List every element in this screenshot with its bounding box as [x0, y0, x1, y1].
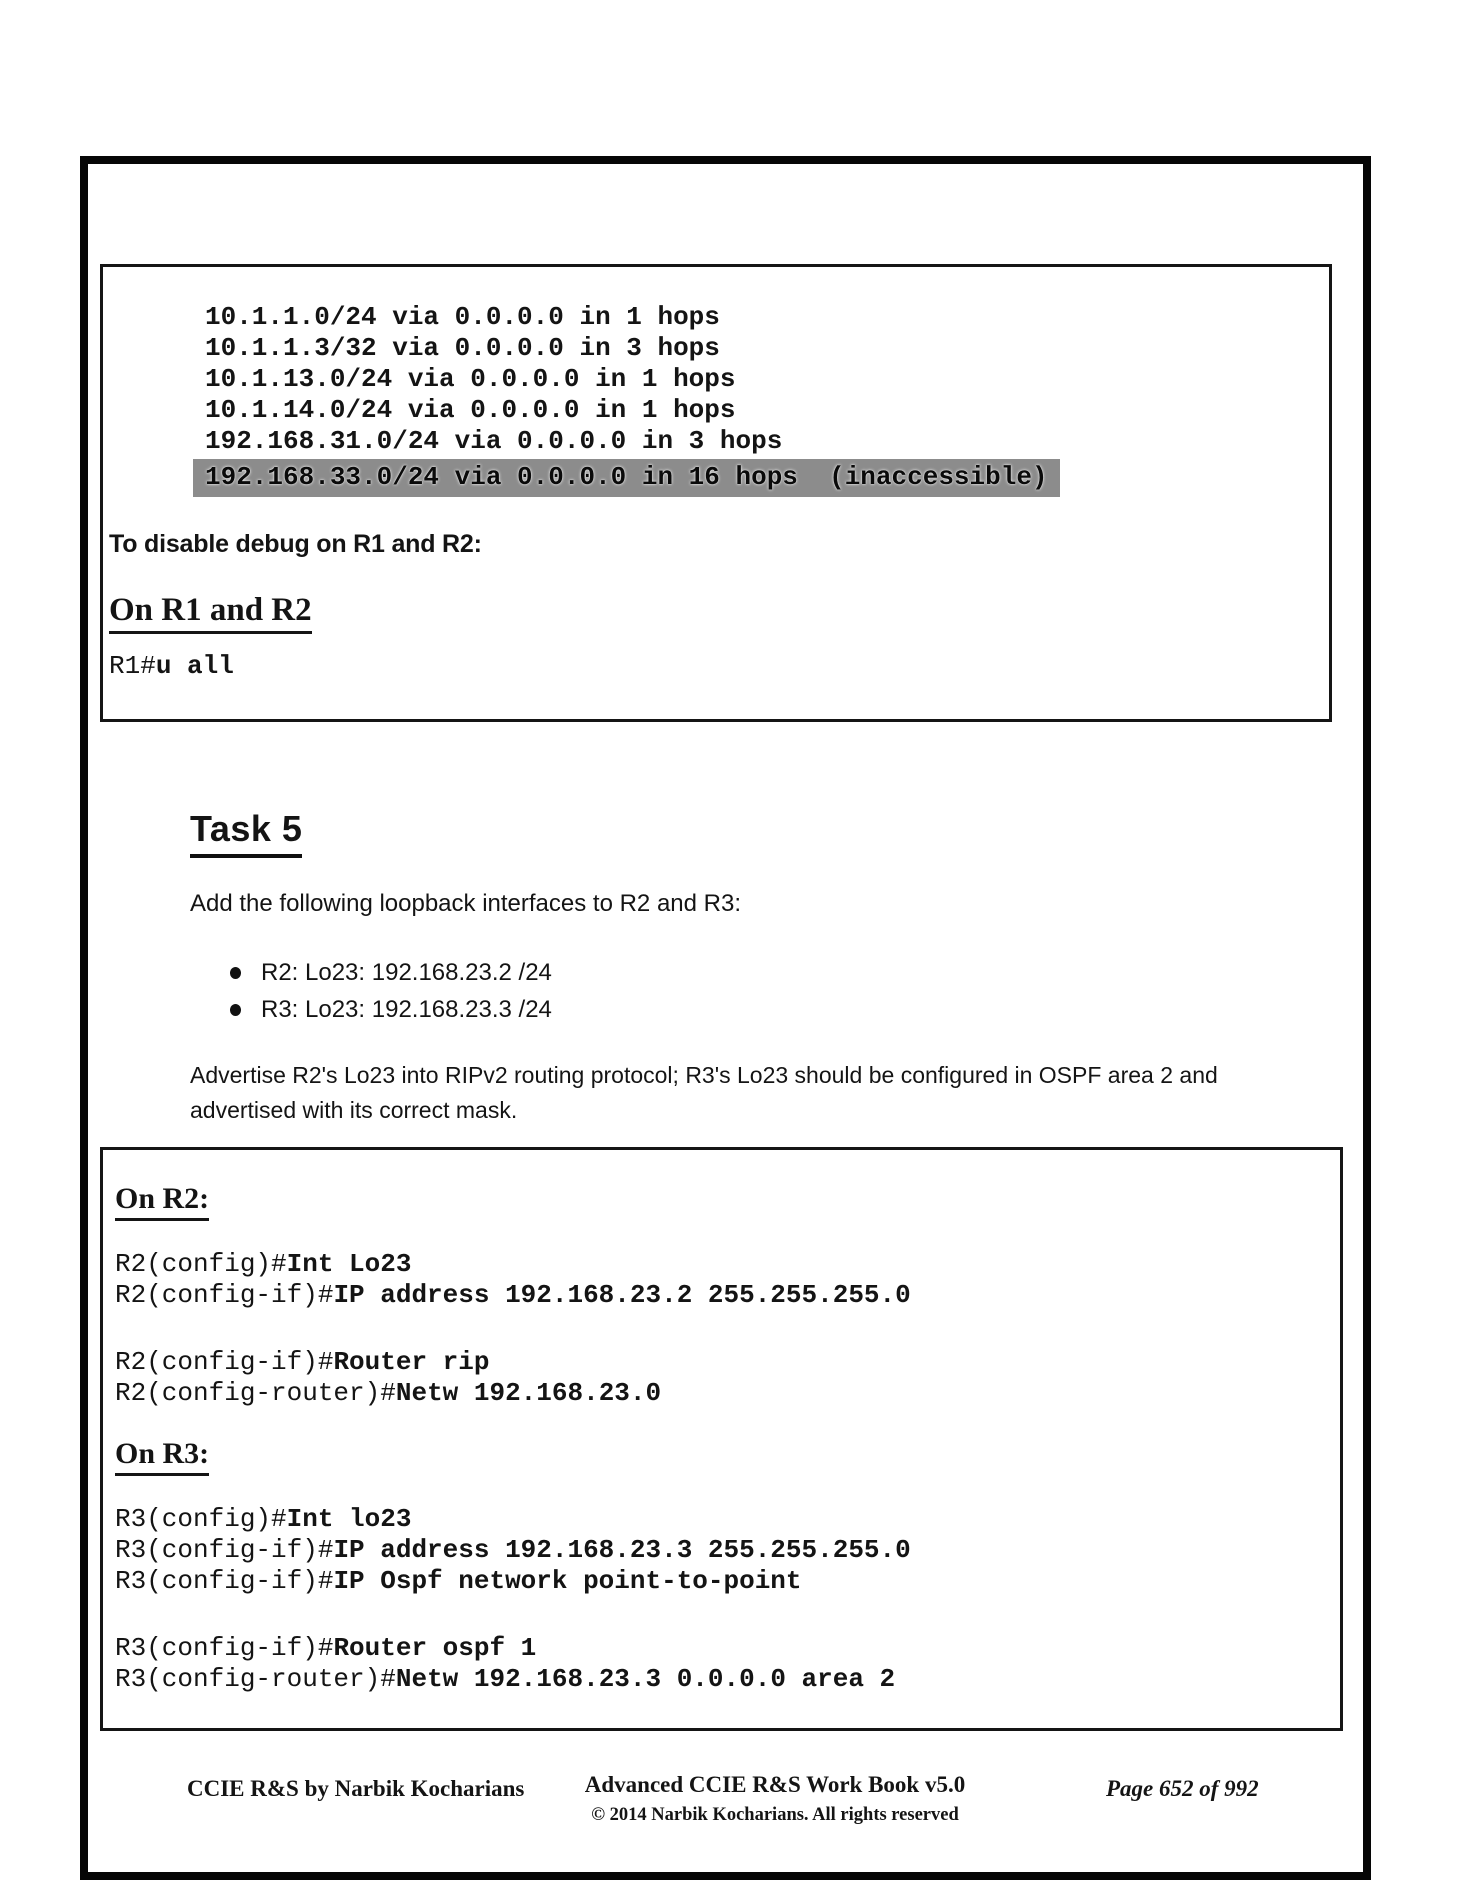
- route-line: 10.1.14.0/24 via 0.0.0.0 in 1 hops: [205, 395, 736, 425]
- footer-author: CCIE R&S by Narbik Kocharians: [187, 1776, 525, 1801]
- cli-command: Netw 192.168.23.3 0.0.0.0 area 2: [395, 1664, 896, 1694]
- cli-prompt: R2(config)#: [115, 1249, 287, 1279]
- loopback-bullet-list: [230, 954, 1340, 1028]
- bullet-icon: [230, 1004, 241, 1016]
- loopback-item: [230, 991, 1340, 1028]
- command-line: [115, 1504, 1340, 1535]
- page-footer: [0, 1772, 1483, 1842]
- debug-output-box: [100, 264, 1332, 722]
- task-intro: Add the following loopback interfaces to R2 and R3:: [190, 890, 742, 917]
- bullet-label: R2: Lo23: 192.168.23.2 /24: [261, 959, 552, 986]
- command-group: [115, 1347, 1340, 1409]
- rip-database-output: [193, 302, 1329, 457]
- config-section-heading: On R3:: [115, 1437, 209, 1476]
- command-group: [115, 1249, 1340, 1311]
- route-line: 192.168.31.0/24 via 0.0.0.0 in 3 hops: [205, 426, 783, 456]
- bullet-icon: [230, 967, 241, 979]
- route-line: 10.1.1.0/24 via 0.0.0.0 in 1 hops: [205, 302, 720, 332]
- on-r1-and-r2-heading: On R1 and R2: [109, 592, 312, 634]
- cli-command: Router rip: [333, 1347, 490, 1377]
- config-section-heading: On R2:: [115, 1182, 209, 1221]
- command-line: [115, 1566, 1340, 1597]
- cli-prompt: R3(config-if)#: [115, 1535, 334, 1565]
- route-line: 10.1.1.3/32 via 0.0.0.0 in 3 hops: [205, 333, 720, 363]
- cli-command: Router ospf 1: [333, 1633, 537, 1663]
- task-title: Task 5: [190, 808, 302, 858]
- footer-copyright: © 2014 Narbik Kocharians. All rights reserved: [591, 1805, 959, 1825]
- footer-page-number: Page 652 of 992: [1106, 1776, 1259, 1801]
- cli-command: Int Lo23: [286, 1249, 412, 1279]
- command-group: [115, 1504, 1340, 1597]
- footer-book-title: Advanced CCIE R&S Work Book v5.0: [584, 1772, 966, 1797]
- route-line: 10.1.13.0/24 via 0.0.0.0 in 1 hops: [205, 364, 736, 394]
- cli-command: IP address 192.168.23.3 255.255.255.0: [333, 1535, 911, 1565]
- task-instructions: Advertise R2's Lo23 into RIPv2 routing protocol; R3's Lo23 should be configured in OSPF area 2 and advertised with its correct mask.: [190, 1062, 1218, 1123]
- command-group: [115, 1633, 1340, 1695]
- cli-prompt: R3(config-if)#: [115, 1633, 334, 1663]
- cli-prompt: R1#: [109, 651, 156, 681]
- footer-book: [555, 1772, 995, 1826]
- cli-prompt: R2(config-if)#: [115, 1347, 334, 1377]
- cli-prompt: R2(config-if)#: [115, 1280, 334, 1310]
- command-line: [115, 1280, 1340, 1311]
- command-line: [115, 1378, 1340, 1409]
- disable-debug-note: To disable debug on R1 and R2:: [109, 530, 482, 558]
- loopback-item: [230, 954, 1340, 991]
- cli-command: u all: [155, 651, 234, 681]
- command-line: [115, 1347, 1340, 1378]
- cli-command: Int lo23: [286, 1504, 412, 1534]
- bullet-label: R3: Lo23: 192.168.23.3 /24: [261, 996, 552, 1023]
- cli-command: Netw 192.168.23.0: [395, 1378, 662, 1408]
- cli-prompt: R2(config-router)#: [115, 1378, 396, 1408]
- undebug-command-line: [109, 651, 1329, 682]
- command-line: [115, 1664, 1340, 1695]
- command-line: [115, 1633, 1340, 1664]
- cli-command: IP address 192.168.23.2 255.255.255.0: [333, 1280, 911, 1310]
- cli-prompt: R3(config)#: [115, 1504, 287, 1534]
- config-box: [100, 1147, 1343, 1731]
- cli-command: IP Ospf network point-to-point: [333, 1566, 802, 1596]
- cli-prompt: R3(config-if)#: [115, 1566, 334, 1596]
- command-line: [115, 1249, 1340, 1280]
- command-line: [115, 1535, 1340, 1566]
- cli-prompt: R3(config-router)#: [115, 1664, 396, 1694]
- task-section: [190, 808, 1340, 1128]
- highlighted-route-line: 192.168.33.0/24 via 0.0.0.0 in 16 hops (inaccessible): [193, 459, 1060, 497]
